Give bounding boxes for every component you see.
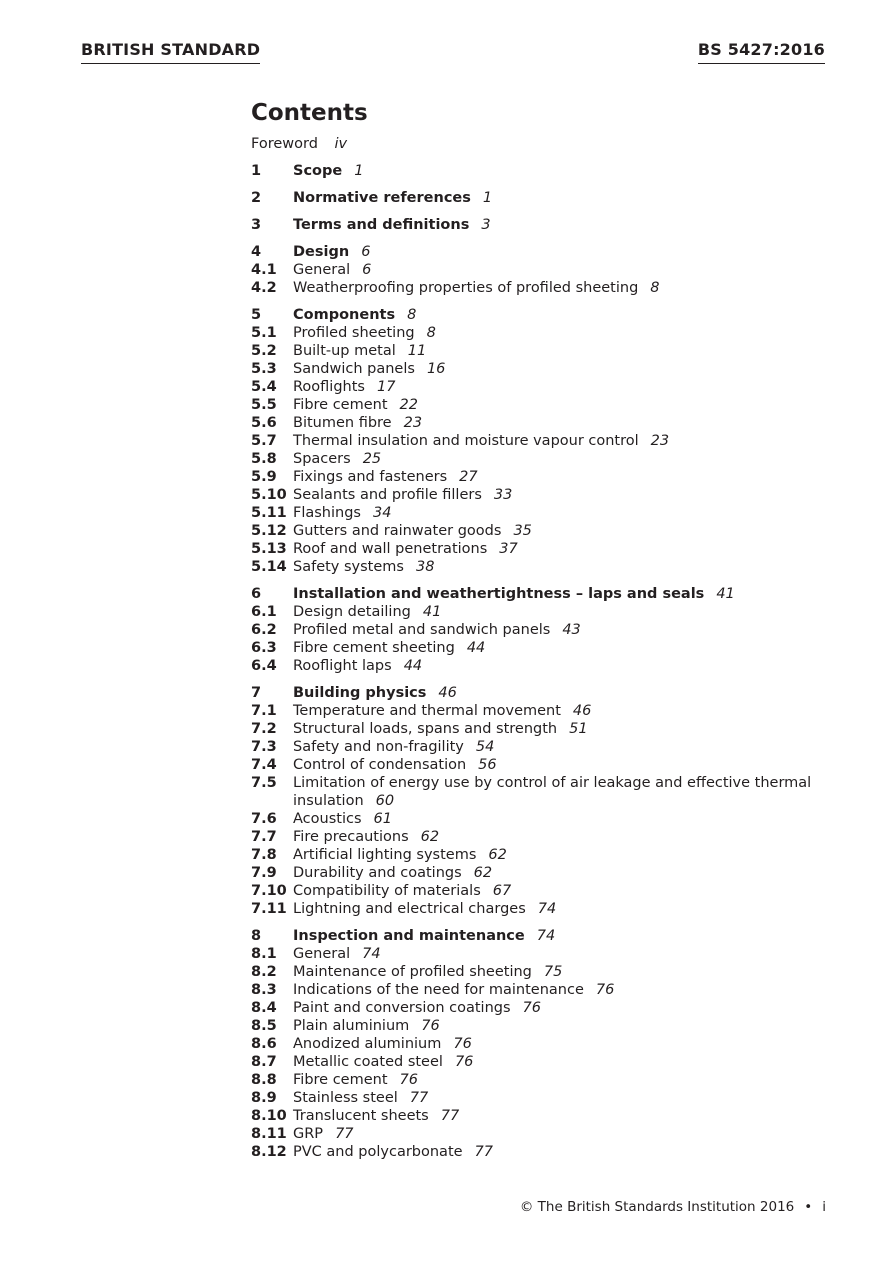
toc-entry-title: General [293, 262, 351, 278]
toc-entry-title: Scope [293, 163, 343, 179]
toc-entry-number: 2 [251, 190, 262, 206]
toc-entry-number: 6 [251, 586, 262, 602]
toc-entry-number: 1 [251, 163, 262, 179]
toc-entry-title: Weatherproofing properties of profiled sheeting [293, 280, 639, 296]
toc-entry-page: 22 [399, 397, 418, 413]
toc-entry-title: Gutters and rainwater goods [293, 523, 502, 539]
toc-entry-text [293, 900, 831, 918]
toc-entry-page: 77 [409, 1090, 429, 1106]
toc-entry-number: 5.11 [251, 505, 287, 521]
toc-entry-text [293, 468, 831, 486]
toc-subclause-entry [251, 468, 831, 486]
toc-entry-foreword [251, 135, 831, 153]
toc-entry-text [293, 261, 831, 279]
toc-entry-title: Artificial lighting systems [293, 847, 477, 863]
toc-subclause-entry [251, 522, 831, 540]
toc-group [251, 585, 831, 675]
toc-subclause-entry [251, 1089, 831, 1107]
toc-entry-text [293, 774, 831, 810]
toc-entry-text [293, 360, 831, 378]
toc-entry-number: 8.4 [251, 1000, 277, 1016]
toc-entry-text [293, 342, 831, 360]
toc-entry-text [293, 864, 831, 882]
toc-group [251, 216, 831, 234]
toc-entry-text [293, 243, 831, 261]
toc-group [251, 189, 831, 207]
toc-entry-title: Stainless steel [293, 1090, 398, 1106]
table-of-contents [251, 98, 831, 1170]
toc-entry-text [293, 1143, 831, 1161]
toc-entry-title: Durability and coatings [293, 865, 462, 881]
toc-entry-number: 7.9 [251, 865, 277, 881]
toc-entry-number: 7.11 [251, 901, 287, 917]
toc-entry-page: 37 [499, 541, 518, 557]
toc-subclause-entry [251, 324, 831, 342]
toc-entry-title: Profiled sheeting [293, 325, 415, 341]
toc-entry-text [293, 216, 831, 234]
toc-entry-text [293, 828, 831, 846]
toc-group [251, 927, 831, 1161]
toc-entry-number: 7.1 [251, 703, 277, 719]
toc-entry-title: Paint and conversion coatings [293, 1000, 511, 1016]
toc-entry-title: Components [293, 307, 396, 323]
toc-entry-title: Bitumen fibre [293, 415, 392, 431]
toc-entry-page: 74 [536, 928, 556, 944]
toc-subclause-entry [251, 1053, 831, 1071]
toc-entry-page: 3 [481, 217, 491, 233]
toc-subclause-entry [251, 540, 831, 558]
toc-subclause-entry [251, 882, 831, 900]
toc-entry-page: 62 [420, 829, 440, 845]
toc-entry-page: 27 [459, 469, 478, 485]
toc-entry-page: 11 [407, 343, 427, 359]
contents-heading: Contents [251, 100, 368, 126]
toc-entry-text [293, 702, 831, 720]
toc-entry-page: 6 [361, 244, 371, 260]
toc-entry-title: Acoustics [293, 811, 362, 827]
toc-entry-page: 25 [362, 451, 382, 467]
toc-subclause-entry [251, 846, 831, 864]
toc-entry-text [293, 882, 831, 900]
toc-entry-number: 5 [251, 307, 262, 323]
toc-entry-text [293, 1017, 831, 1035]
toc-entry-number: 6.4 [251, 658, 277, 674]
toc-entry-title: Temperature and thermal movement [293, 703, 561, 719]
toc-entry-title: Control of condensation [293, 757, 467, 773]
toc-entry-title: Limitation of energy use by control of air leakage and effective thermal insulation [293, 775, 812, 809]
toc-entry-number: 8.1 [251, 946, 277, 962]
toc-entry-title: Metallic coated steel [293, 1054, 443, 1070]
toc-entry-number: 8.6 [251, 1036, 277, 1052]
toc-entry-page: 23 [650, 433, 670, 449]
footer-page-number: i [822, 1199, 826, 1215]
footer-bullet: • [804, 1199, 813, 1215]
toc-subclause-entry [251, 945, 831, 963]
toc-entry-title: Fibre cement [293, 397, 388, 413]
toc-subclause-entry [251, 396, 831, 414]
toc-entry-number: 5.7 [251, 433, 277, 449]
toc-entry-number: 8.9 [251, 1090, 277, 1106]
toc-entry-number: 5.4 [251, 379, 277, 395]
toc-subclause-entry [251, 1071, 831, 1089]
toc-entry-page: 60 [375, 793, 395, 809]
toc-entry-title: PVC and polycarbonate [293, 1144, 463, 1160]
toc-entry-number: 5.3 [251, 361, 277, 377]
toc-entry-text [293, 639, 831, 657]
toc-entry-page: 6 [362, 262, 372, 278]
toc-entry-number: 6.3 [251, 640, 277, 656]
toc-entry-text [293, 162, 831, 180]
toc-entry-title: Safety and non-fragility [293, 739, 464, 755]
toc-entry-title: Rooflights [293, 379, 365, 395]
toc-entry-number: 5.1 [251, 325, 277, 341]
toc-entry-title: Sealants and profile fillers [293, 487, 482, 503]
toc-entry-text [293, 720, 831, 738]
toc-subclause-entry [251, 378, 831, 396]
toc-entry-page: 33 [493, 487, 513, 503]
toc-subclause-entry [251, 432, 831, 450]
toc-subclause-entry [251, 738, 831, 756]
toc-entry-text [293, 756, 831, 774]
toc-entry-title: Fibre cement [293, 1072, 388, 1088]
toc-entry-page: 41 [716, 586, 735, 602]
toc-entry-page: 8 [650, 280, 660, 296]
page-footer [520, 1198, 826, 1216]
toc-entry-number: 5.13 [251, 541, 287, 557]
toc-entry-page: 75 [543, 964, 563, 980]
toc-group [251, 306, 831, 576]
toc-entry-text [293, 1107, 831, 1125]
toc-entry-text [293, 450, 831, 468]
toc-subclause-entry [251, 279, 831, 297]
toc-entry-text [293, 378, 831, 396]
toc-subclause-entry [251, 900, 831, 918]
toc-entry-text [293, 396, 831, 414]
toc-clause-entry [251, 189, 831, 207]
toc-clause-entry [251, 585, 831, 603]
toc-subclause-entry [251, 657, 831, 675]
toc-entry-text [293, 558, 831, 576]
toc-entry-title: Anodized aluminium [293, 1036, 442, 1052]
toc-subclause-entry [251, 828, 831, 846]
toc-entry-page: 74 [362, 946, 381, 962]
toc-entry-number: 3 [251, 217, 262, 233]
toc-entry-title: Compatibility of materials [293, 883, 481, 899]
toc-clause-entry [251, 162, 831, 180]
toc-entry-number: 7.2 [251, 721, 277, 737]
toc-entry-title: Indications of the need for maintenance [293, 982, 584, 998]
toc-entry-number: 8.12 [251, 1144, 287, 1160]
toc-entry-page: 76 [421, 1018, 440, 1034]
toc-clause-entry [251, 243, 831, 261]
toc-entry-page: 46 [438, 685, 457, 701]
toc-entry-number: 5.10 [251, 487, 287, 503]
toc-entry-number: 7.10 [251, 883, 287, 899]
toc-entry-number: 8.5 [251, 1018, 277, 1034]
toc-sections [251, 162, 831, 1161]
toc-entry-title: Sandwich panels [293, 361, 415, 377]
toc-entry-title: Spacers [293, 451, 351, 467]
toc-entry-text [293, 504, 831, 522]
toc-entry-text [293, 189, 831, 207]
toc-entry-number: 5.2 [251, 343, 277, 359]
toc-subclause-entry [251, 702, 831, 720]
toc-entry-page: 44 [403, 658, 423, 674]
toc-entry-page: 76 [399, 1072, 418, 1088]
toc-entry-text [293, 810, 831, 828]
toc-group [251, 684, 831, 918]
toc-entry-page: 35 [513, 523, 532, 539]
toc-clause-entry [251, 927, 831, 945]
toc-subclause-entry [251, 1125, 831, 1143]
toc-entry-text [293, 846, 831, 864]
toc-entry-number: 5.8 [251, 451, 277, 467]
toc-subclause-entry [251, 981, 831, 999]
toc-entry-number: 8 [251, 928, 262, 944]
toc-subclause-entry [251, 774, 831, 810]
toc-entry-title: Lightning and electrical charges [293, 901, 526, 917]
toc-subclause-entry [251, 720, 831, 738]
toc-entry-title: Normative references [293, 190, 471, 206]
toc-entry-text [293, 1053, 831, 1071]
toc-entry-number: 7.5 [251, 775, 277, 791]
toc-entry-page: 67 [492, 883, 512, 899]
toc-entry-title: Built-up metal [293, 343, 396, 359]
toc-entry-number: 8.2 [251, 964, 277, 980]
toc-entry-page: 51 [569, 721, 588, 737]
toc-entry-page: 41 [422, 604, 442, 620]
toc-entry-number: 4.2 [251, 280, 277, 296]
toc-entry-number: 8.11 [251, 1126, 287, 1142]
toc-subclause-entry [251, 504, 831, 522]
toc-entry-number: 4.1 [251, 262, 277, 278]
toc-entry-title: Fixings and fasteners [293, 469, 448, 485]
toc-entry-text [293, 306, 831, 324]
toc-subclause-entry [251, 639, 831, 657]
toc-entry-page: iv [334, 136, 348, 152]
toc-entry-page: 76 [454, 1054, 474, 1070]
toc-entry-page: 1 [482, 190, 493, 206]
toc-entry-text [293, 1035, 831, 1053]
toc-subclause-entry [251, 1107, 831, 1125]
toc-entry-text [293, 927, 831, 945]
toc-entry-text [293, 486, 831, 504]
toc-subclause-entry [251, 360, 831, 378]
toc-entry-number: 5.6 [251, 415, 277, 431]
toc-entry-title: Design detailing [293, 604, 411, 620]
toc-entry-title: Terms and definitions [293, 217, 470, 233]
toc-entry-text [293, 414, 831, 432]
toc-entry-number: 5.14 [251, 559, 287, 575]
toc-entry-number: 7.8 [251, 847, 277, 863]
toc-entry-page: 76 [595, 982, 615, 998]
toc-entry-title: Installation and weathertightness – laps and seals [293, 586, 705, 602]
toc-clause-entry [251, 684, 831, 702]
toc-subclause-entry [251, 621, 831, 639]
toc-entry-number: 5.9 [251, 469, 277, 485]
toc-entry-page: 23 [403, 415, 423, 431]
toc-entry-title: GRP [293, 1126, 324, 1142]
toc-entry-text [293, 738, 831, 756]
toc-entry-page: 77 [440, 1108, 460, 1124]
toc-entry-title: Safety systems [293, 559, 404, 575]
toc-entry-text [293, 522, 831, 540]
toc-entry-text [293, 432, 831, 450]
toc-entry-page: 17 [376, 379, 396, 395]
toc-subclause-entry [251, 603, 831, 621]
toc-entry-title: Thermal insulation and moisture vapour control [293, 433, 639, 449]
toc-entry-page: 44 [466, 640, 486, 656]
toc-entry-number: 8.8 [251, 1072, 277, 1088]
toc-subclause-entry [251, 864, 831, 882]
toc-entry-number: 7.7 [251, 829, 277, 845]
toc-entry-text [293, 540, 831, 558]
toc-entry-text [293, 945, 831, 963]
toc-subclause-entry [251, 342, 831, 360]
toc-entry-title: Roof and wall penetrations [293, 541, 488, 557]
toc-entry-number: 8.3 [251, 982, 277, 998]
toc-clause-entry [251, 216, 831, 234]
toc-subclause-entry [251, 1017, 831, 1035]
toc-entry-text [293, 1125, 831, 1143]
toc-entry-title: General [293, 946, 351, 962]
toc-subclause-entry [251, 756, 831, 774]
running-header-standard-number: BS 5427:2016 [698, 40, 825, 64]
toc-entry-page: 62 [473, 865, 493, 881]
toc-entry-title: Profiled metal and sandwich panels [293, 622, 551, 638]
toc-entry-text [293, 324, 831, 342]
toc-entry-title: Foreword [251, 136, 318, 152]
toc-entry-text [293, 981, 831, 999]
toc-entry-number: 8.10 [251, 1108, 287, 1124]
toc-entry-text [293, 999, 831, 1017]
toc-entry-title: Maintenance of profiled sheeting [293, 964, 532, 980]
toc-entry-title: Fire precautions [293, 829, 409, 845]
toc-entry-title: Design [293, 244, 350, 260]
toc-entry-number: 8.7 [251, 1054, 277, 1070]
toc-subclause-entry [251, 963, 831, 981]
toc-clause-entry [251, 306, 831, 324]
toc-entry-title: Translucent sheets [293, 1108, 429, 1124]
toc-entry-page: 56 [478, 757, 497, 773]
toc-entry-title: Rooflight laps [293, 658, 392, 674]
toc-entry-text [293, 963, 831, 981]
toc-entry-page: 16 [426, 361, 446, 377]
toc-entry-title: Inspection and maintenance [293, 928, 525, 944]
toc-entry-number: 7.6 [251, 811, 277, 827]
toc-entry-number: 6.1 [251, 604, 277, 620]
toc-entry-page: 76 [453, 1036, 472, 1052]
toc-subclause-entry [251, 810, 831, 828]
toc-entry-title: Building physics [293, 685, 427, 701]
toc-group [251, 243, 831, 297]
toc-entry-number: 7.4 [251, 757, 277, 773]
toc-entry-page: 34 [372, 505, 392, 521]
toc-entry-text [293, 657, 831, 675]
toc-entry-number: 7 [251, 685, 262, 701]
toc-entry-text [293, 279, 831, 297]
toc-entry-page: 77 [474, 1144, 493, 1160]
toc-entry-page: 61 [373, 811, 392, 827]
toc-subclause-entry [251, 414, 831, 432]
toc-subclause-entry [251, 1035, 831, 1053]
toc-entry-page: 38 [415, 559, 435, 575]
toc-entry-page: 74 [537, 901, 557, 917]
toc-subclause-entry [251, 999, 831, 1017]
toc-group [251, 162, 831, 180]
running-header-standard-type: BRITISH STANDARD [81, 40, 260, 64]
toc-entry-text [293, 1089, 831, 1107]
toc-entry-title: Plain aluminium [293, 1018, 410, 1034]
toc-entry-page: 76 [522, 1000, 541, 1016]
toc-subclause-entry [251, 1143, 831, 1161]
toc-entry-text [293, 684, 831, 702]
toc-entry-number: 5.12 [251, 523, 287, 539]
toc-entry-text [293, 1071, 831, 1089]
toc-entry-number: 7.3 [251, 739, 277, 755]
toc-entry-text [293, 603, 831, 621]
toc-entry-text [293, 621, 831, 639]
toc-subclause-entry [251, 486, 831, 504]
toc-entry-page: 8 [407, 307, 417, 323]
toc-subclause-entry [251, 261, 831, 279]
toc-subclause-entry [251, 558, 831, 576]
toc-entry-title: Flashings [293, 505, 361, 521]
toc-entry-number: 5.5 [251, 397, 277, 413]
toc-entry-page: 62 [488, 847, 507, 863]
toc-entry-page: 43 [562, 622, 581, 638]
toc-entry-text [293, 585, 831, 603]
toc-entry-page: 8 [426, 325, 436, 341]
toc-entry-page: 1 [354, 163, 364, 179]
toc-entry-number: 4 [251, 244, 262, 260]
toc-entry-page: 54 [475, 739, 495, 755]
toc-entry-page: 46 [572, 703, 592, 719]
toc-entry-title: Fibre cement sheeting [293, 640, 455, 656]
toc-entry-number: 6.2 [251, 622, 277, 638]
footer-copyright: © The British Standards Institution 2016 [519, 1199, 795, 1215]
toc-subclause-entry [251, 450, 831, 468]
toc-entry-title: Structural loads, spans and strength [293, 721, 558, 737]
toc-entry-page: 77 [335, 1126, 354, 1142]
